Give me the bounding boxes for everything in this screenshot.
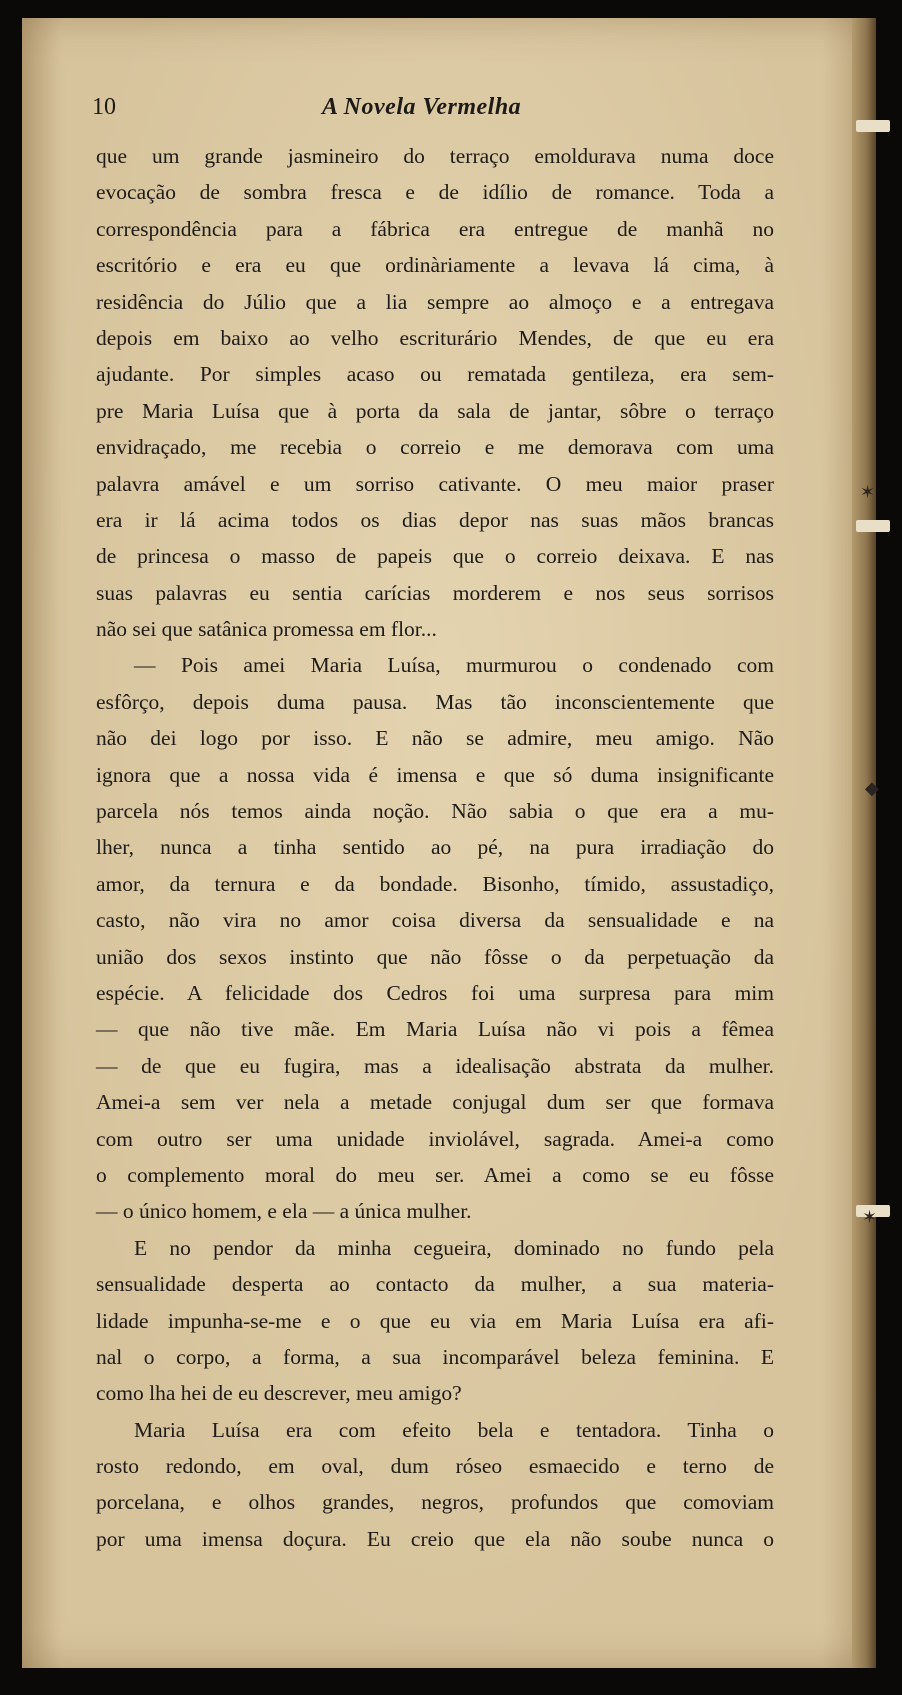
text-line: depois em baixo ao velho escriturário Mendes, de que eu era: [96, 325, 774, 350]
text-line: esfôrço, depois duma pausa. Mas tão inconscientemente que: [96, 689, 774, 714]
text-line: evocação de sombra fresca e de idílio de romance. Toda a: [96, 180, 774, 205]
text-line: lidade impunha-se-me e o que eu via em Maria Luísa era afi-: [96, 1308, 774, 1333]
margin-mark: ◆: [865, 778, 879, 798]
page-edge: [852, 18, 876, 1668]
text-line: escritório e era eu que ordinàriamente a levava lá cima, à: [96, 253, 774, 278]
text-line: ignora que a nossa vida é imensa e que só duma insignificante: [96, 762, 774, 787]
text-line: união dos sexos instinto que não fôsse o da perpetuação da: [96, 944, 774, 969]
running-title: A Novela Vermelha: [322, 94, 522, 120]
text-line: nal o corpo, a forma, a sua incomparável beleza feminina. E: [96, 1344, 774, 1369]
text-line: — de que eu fugira, mas a idealisação abstrata da mulher.: [96, 1053, 774, 1078]
text-line: que um grande jasmineiro do terraço emoldurava numa doce: [96, 144, 774, 168]
text-line: lher, nunca a tinha sentido ao pé, na pura irradiação do: [96, 835, 774, 860]
text-line: sensualidade desperta ao contacto da mulher, a sua materia-: [96, 1272, 774, 1297]
text-line: Amei-a sem ver nela a metade conjugal dum ser que formava: [96, 1090, 774, 1115]
text-line: — que não tive mãe. Em Maria Luísa não vi pois a fêmea: [96, 1017, 774, 1042]
text-line: porcelana, e olhos grandes, negros, profundos que comoviam: [96, 1490, 774, 1515]
text-line: por uma imensa doçura. Eu creio que ela não soube nunca o: [96, 1526, 774, 1551]
text-line: Maria Luísa era com efeito bela e tentadora. Tinha o: [134, 1417, 774, 1442]
text-line: E no pendor da minha cegueira, dominado no fundo pela: [134, 1235, 774, 1260]
text-line: não sei que satânica promessa em flor...: [96, 617, 437, 642]
text-line: residência do Júlio que a lia sempre ao almoço e a entregava: [96, 289, 774, 314]
page-tab: [856, 520, 890, 532]
text-line: espécie. A felicidade dos Cedros foi uma surpresa para mim: [96, 980, 774, 1005]
text-line: suas palavras eu sentia carícias morderem e nos seus sorrisos: [96, 580, 774, 605]
text-line: casto, não vira no amor coisa diversa da sensualidade e na: [96, 908, 774, 933]
body-text: [96, 138, 774, 1557]
text-line: rosto redondo, em oval, dum róseo esmaecido e terno de: [96, 1454, 774, 1479]
margin-mark: ✶: [862, 1207, 878, 1227]
page-header: [92, 92, 772, 132]
margin-mark: ✶: [860, 482, 876, 502]
text-line: não dei logo por isso. E não se admire, meu amigo. Não: [96, 726, 774, 751]
page-number: 10: [92, 94, 116, 120]
text-line: amor, da ternura e da bondade. Bisonho, tímido, assustadiço,: [96, 871, 774, 896]
page-tab: [856, 120, 890, 132]
text-line: como lha hei de eu descrever, meu amigo?: [96, 1381, 462, 1406]
text-line: com outro ser uma unidade inviolável, sagrada. Amei-a como: [96, 1126, 774, 1151]
text-line: envidraçado, me recebia o correio e me demorava com uma: [96, 435, 774, 460]
text-line: era ir lá acima todos os dias depor nas suas mãos brancas: [96, 507, 774, 532]
text-line: de princesa o masso de papeis que o correio deixava. E nas: [96, 544, 774, 569]
text-line: — o único homem, e ela — a única mulher.: [96, 1199, 472, 1224]
text-line: — Pois amei Maria Luísa, murmurou o condenado com: [134, 653, 774, 678]
text-line: pre Maria Luísa que à porta da sala de jantar, sôbre o terraço: [96, 398, 774, 423]
text-line: palavra amável e um sorriso cativante. O meu maior praser: [96, 471, 774, 496]
text-line: parcela nós temos ainda noção. Não sabia o que era a mu-: [96, 799, 774, 824]
text-line: ajudante. Por simples acaso ou rematada gentileza, era sem-: [96, 362, 774, 387]
text-line: correspondência para a fábrica era entregue de manhã no: [96, 216, 774, 241]
text-line: o complemento moral do meu ser. Amei a como se eu fôsse: [96, 1162, 774, 1187]
